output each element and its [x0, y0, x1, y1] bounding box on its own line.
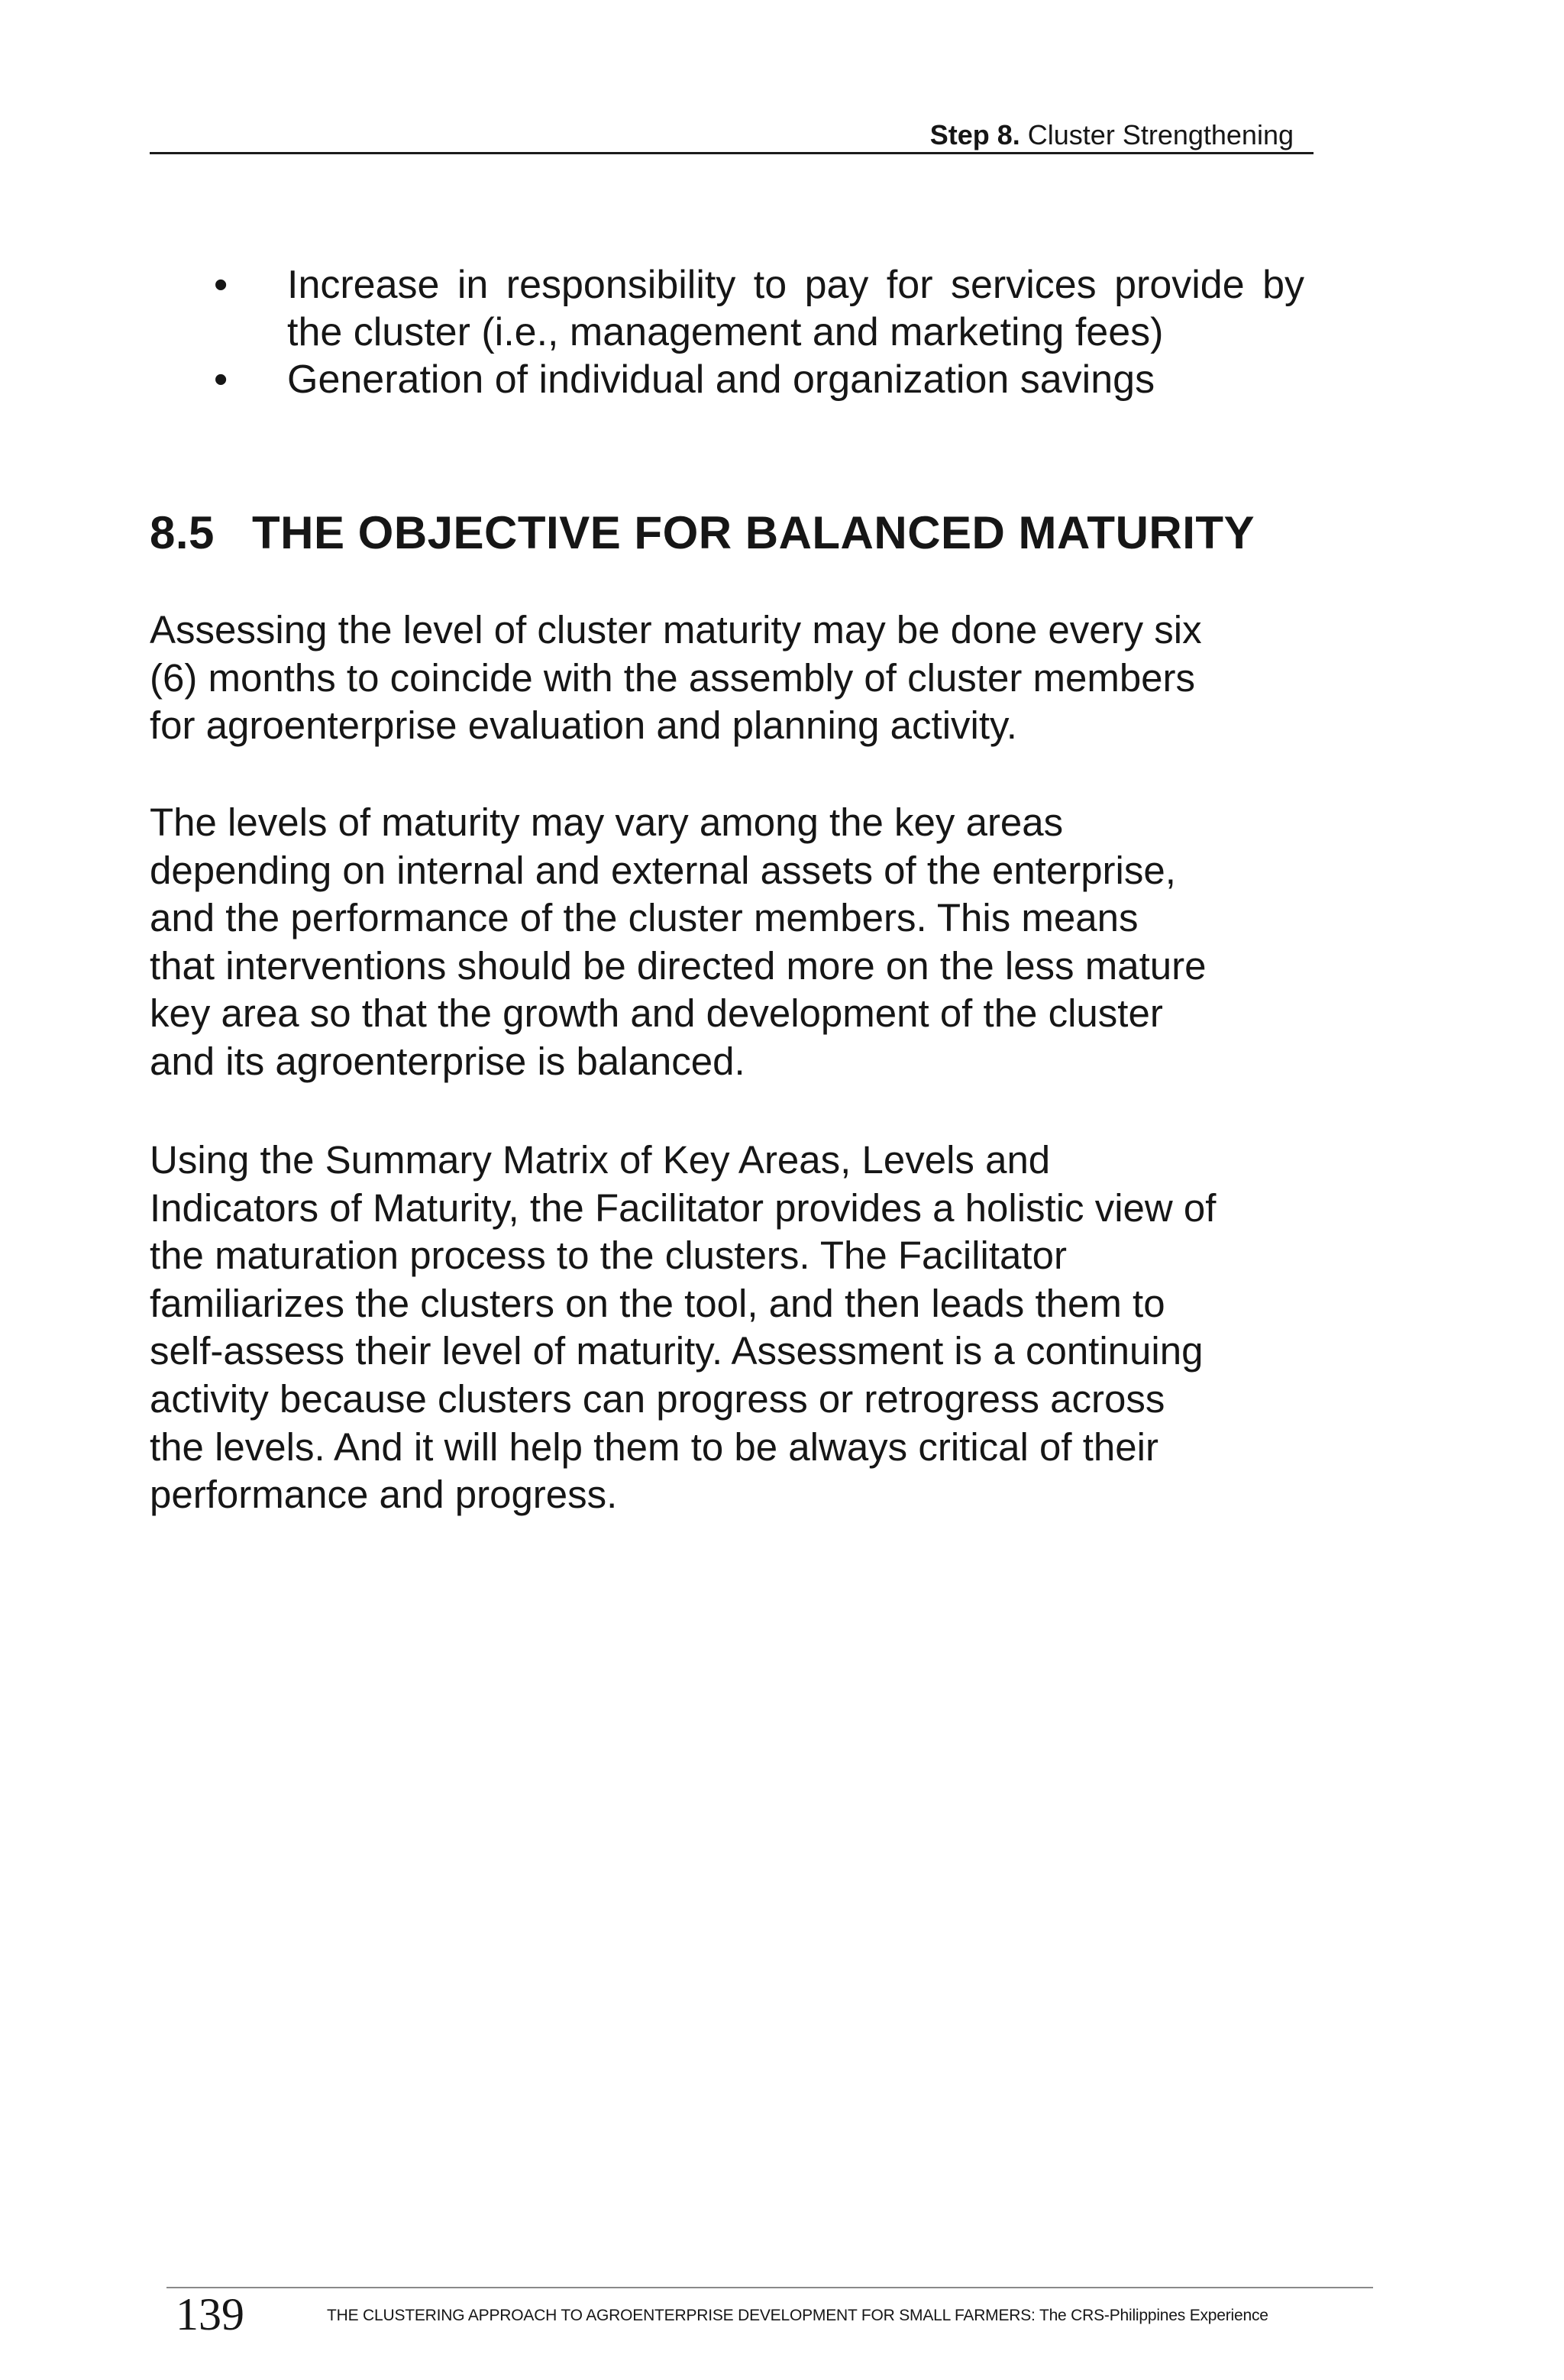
- paragraph-line: that interventions should be directed more on the less mature: [150, 943, 1207, 988]
- section-heading: [150, 506, 1255, 561]
- paragraph-line: (6) months to coincide with the assembly of cluster members: [150, 655, 1196, 700]
- paragraph-line: depending on internal and external assets of the enterprise,: [150, 848, 1176, 892]
- paragraph-line: and its agroenterprise is balanced.: [150, 1039, 745, 1083]
- bullet-text: Increase in responsibility to pay for services provide by the cluster (i.e., management and marketing fees): [287, 263, 1304, 354]
- bullet-icon: •: [214, 357, 228, 402]
- list-item: [214, 356, 1304, 403]
- paragraph-line: and the performance of the cluster members. This means: [150, 896, 1139, 940]
- paragraph-line: key area so that the growth and development of the cluster: [150, 991, 1163, 1036]
- paragraph: [150, 799, 1326, 1086]
- paragraph-line: self-assess their level of maturity. Assessment is a continuing: [150, 1329, 1204, 1373]
- header-title: Cluster Strengthening: [1020, 119, 1294, 150]
- section-number: 8.5: [150, 507, 215, 558]
- footer-book-title: THE CLUSTERING APPROACH TO AGROENTERPRISE DEVELOPMENT FOR SMALL FARMERS: The CRS-Philippines Experience: [327, 2307, 1268, 2324]
- list-item: [214, 261, 1304, 356]
- paragraph-line: Indicators of Maturity, the Facilitator provides a holistic view of: [150, 1185, 1217, 1230]
- paragraph-line: the levels. And it will help them to be always critical of their: [150, 1424, 1158, 1469]
- running-header: [150, 116, 1314, 154]
- paragraph: [150, 606, 1326, 750]
- paragraph-line: familiarizes the clusters on the tool, and then leads them to: [150, 1281, 1165, 1325]
- bullet-icon: •: [214, 263, 228, 307]
- paragraph-line: Using the Summary Matrix of Key Areas, Levels and: [150, 1138, 1051, 1182]
- paragraph-line: for agroenterprise evaluation and planning activity.: [150, 703, 1017, 748]
- bullet-text: Generation of individual and organization savings: [287, 357, 1155, 402]
- header-step: Step 8.: [929, 119, 1020, 150]
- paragraph-line: The levels of maturity may vary among the key areas: [150, 800, 1064, 844]
- footer-divider: [166, 2287, 1373, 2288]
- paragraph: [150, 1137, 1326, 1519]
- bullet-list: [214, 261, 1304, 403]
- paragraph-line: the maturation process to the clusters. The Facilitator: [150, 1234, 1067, 1278]
- paragraph-line: activity because clusters can progress or retrogress across: [150, 1376, 1165, 1421]
- paragraph-line: Assessing the level of cluster maturity may be done every six: [150, 608, 1202, 652]
- paragraph-line: performance and progress.: [150, 1473, 618, 1517]
- section-title: THE OBJECTIVE FOR BALANCED MATURITY: [252, 507, 1255, 558]
- page-number: 139: [176, 2289, 244, 2340]
